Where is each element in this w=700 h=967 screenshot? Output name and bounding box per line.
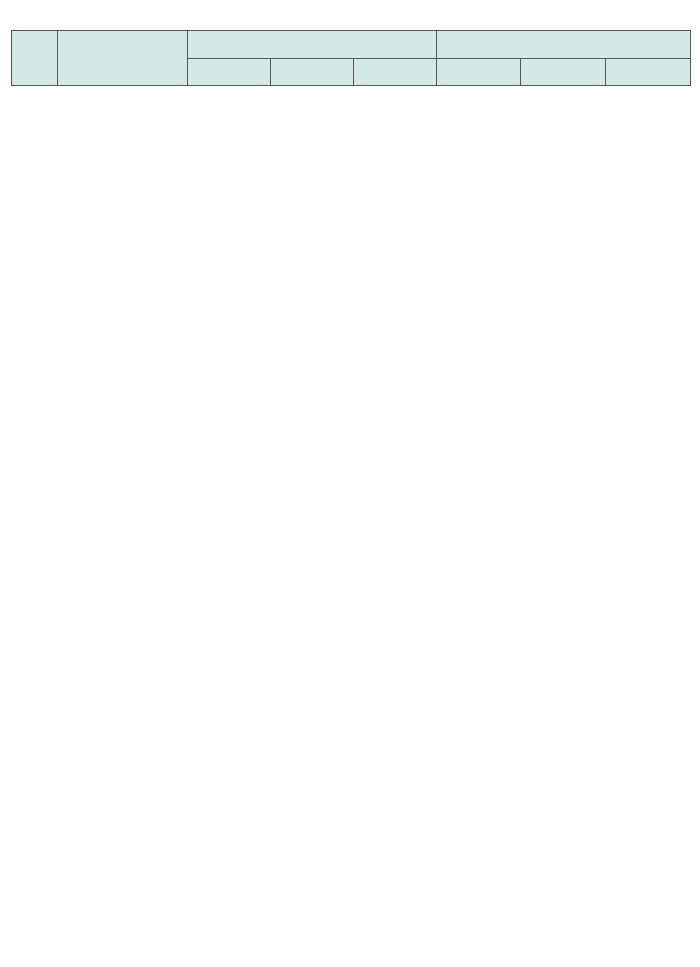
header-grants: [437, 31, 691, 59]
header-grant-non-resident: [521, 59, 606, 86]
table-header: [12, 31, 691, 86]
header-member: [58, 31, 188, 86]
header-grant-resident: [437, 59, 521, 86]
data-table: [11, 30, 691, 86]
header-applications: [188, 31, 437, 59]
header-seq: [12, 31, 58, 86]
header-app-non-resident: [271, 59, 354, 86]
header-grant-total: [606, 59, 691, 86]
header-app-total: [354, 59, 437, 86]
header-app-resident: [188, 59, 271, 86]
